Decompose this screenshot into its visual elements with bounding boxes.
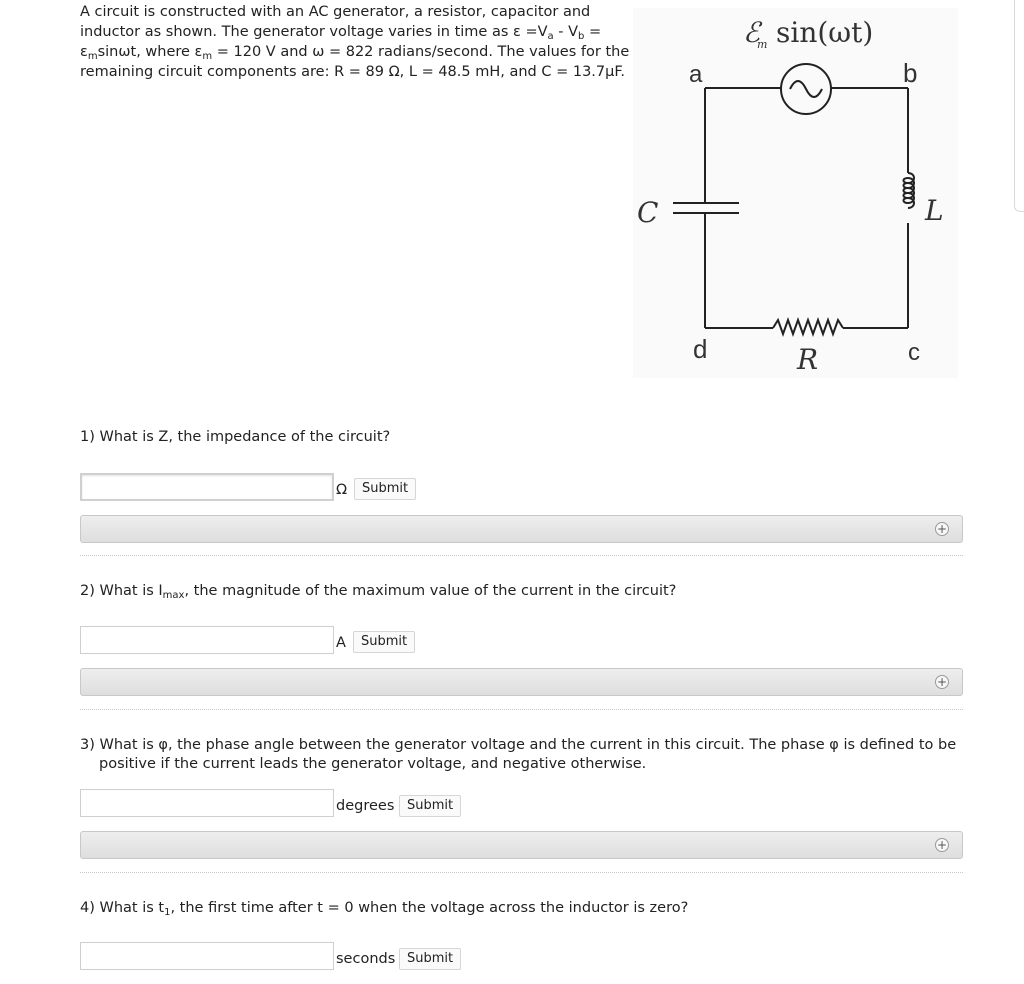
capacitor-label: C: [637, 196, 659, 229]
section-divider: [80, 709, 963, 710]
section-divider: [80, 555, 963, 556]
intro-text: sinωt, where ε: [97, 44, 203, 60]
hint-bar-2[interactable]: [80, 668, 963, 696]
hint-bar-1[interactable]: [80, 515, 963, 543]
submit-button-3[interactable]: Submit: [399, 795, 461, 817]
unit-label-4: seconds: [336, 951, 396, 967]
resistor-zigzag: [773, 320, 843, 334]
circuit-diagram: [633, 8, 958, 378]
plus-circle-icon[interactable]: +: [936, 675, 948, 689]
question-3-text: 3) What is φ, the phase angle between the generator voltage and the current in this circuit. The phase φ is defined to be positive if the current leads the generator voltage, and negative otherwise.: [80, 737, 957, 772]
inductor-coil: [904, 173, 915, 208]
question-2-text: [80, 582, 960, 601]
answer-input-4[interactable]: [80, 942, 334, 970]
question-4-text-post: , the first time after t = 0 when the voltage across the inductor is zero?: [170, 900, 689, 916]
answer-input-1[interactable]: [80, 473, 334, 501]
source-label-E: ℰ: [743, 16, 760, 49]
scrollbar-edge[interactable]: [1014, 0, 1024, 212]
source-label-func: sin(ωt): [776, 16, 874, 49]
subscript-a: a: [547, 31, 554, 42]
submit-button-1[interactable]: Submit: [354, 478, 416, 500]
question-4-subscript: 1: [164, 907, 171, 918]
intro-text: = 120 V and ω = 822 radians/second. The values for the remaining circuit components are: R = 89 Ω, L = 48.5 mH, and C = 13.7μF.: [80, 44, 630, 80]
question-2-text-pre: 2) What is I: [80, 583, 163, 599]
plus-circle-icon[interactable]: +: [936, 838, 948, 852]
question-4-text-pre: 4) What is t: [80, 900, 165, 916]
source-label-m: m: [757, 38, 768, 51]
problem-statement: [80, 2, 640, 82]
section-divider: [80, 872, 963, 873]
circuit-svg: [633, 8, 958, 378]
answer-input-3[interactable]: [80, 789, 334, 817]
resistor-label: R: [797, 343, 819, 376]
unit-label-3: degrees: [336, 798, 395, 814]
question-2-subscript: max: [162, 590, 185, 601]
intro-text: A circuit is constructed with an AC generator, a resistor, capacitor and inductor as shown. The generator voltage varies in time as ε =V: [80, 4, 591, 40]
submit-button-2[interactable]: Submit: [353, 631, 415, 653]
answer-input-2[interactable]: [80, 626, 334, 654]
subscript-m: m: [87, 51, 98, 62]
question-4-text: [80, 899, 960, 918]
question-1-text: 1) What is Z, the impedance of the circuit?: [80, 429, 391, 445]
sine-wave-icon: [790, 81, 822, 97]
intro-text: = ε: [80, 24, 602, 60]
inductor-label: L: [925, 194, 944, 227]
submit-button-4[interactable]: Submit: [399, 948, 461, 970]
subscript-b: b: [578, 31, 585, 42]
subscript-m: m: [202, 51, 213, 62]
intro-text: - V: [553, 24, 579, 40]
question-2-text-post: , the magnitude of the maximum value of the current in the circuit?: [184, 583, 677, 599]
plus-circle-icon[interactable]: +: [936, 522, 948, 536]
node-d-label: d: [693, 334, 708, 364]
node-c-label: c: [908, 339, 920, 366]
hint-bar-3[interactable]: [80, 831, 963, 859]
unit-label-1: Ω: [336, 482, 348, 498]
node-a-label: a: [689, 61, 703, 88]
unit-label-2: A: [336, 635, 346, 651]
node-b-label: b: [903, 58, 918, 88]
